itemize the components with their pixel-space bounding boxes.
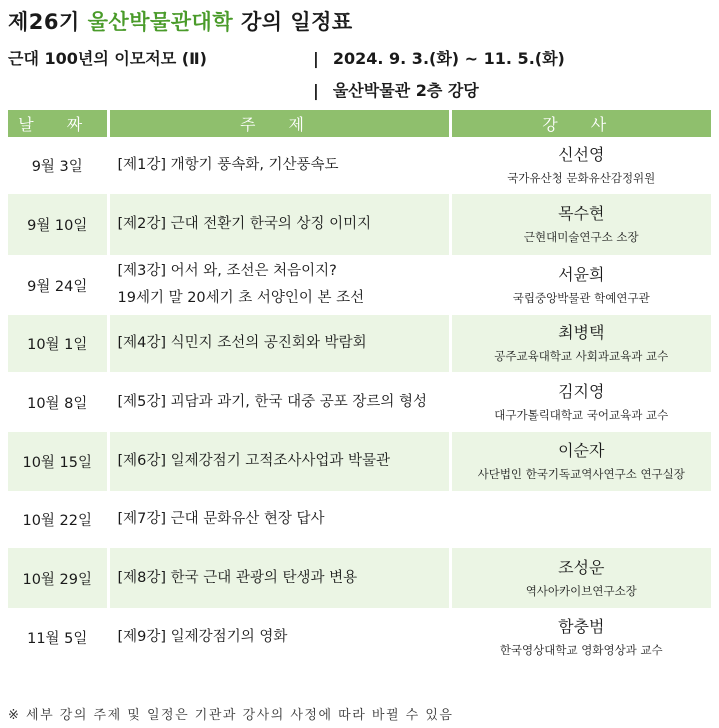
lecturer-name: 조성운 bbox=[558, 557, 605, 577]
lecturer-name: 서윤희 bbox=[558, 264, 605, 284]
title-suffix: 강의 일정표 bbox=[240, 10, 353, 34]
lecturer-name: 이순자 bbox=[558, 441, 605, 460]
schedule-table bbox=[8, 110, 711, 666]
lecturer-cell bbox=[450, 255, 711, 315]
venue-text: 울산박물관 2층 강당 bbox=[332, 81, 479, 100]
footer-note: ※ 세부 강의 주제 및 일정은 기관과 강사의 사정에 따라 바뀔 수 있음 bbox=[8, 708, 454, 723]
lecturer-name: 신선영 bbox=[558, 145, 605, 164]
date-cell: 10월 8일 bbox=[8, 372, 108, 432]
table-row bbox=[8, 194, 711, 255]
topic-cell bbox=[108, 491, 450, 548]
table-row bbox=[8, 432, 711, 491]
table-header-row bbox=[8, 110, 711, 137]
lecturer-cell bbox=[450, 608, 711, 666]
title-accent: 울산박물관대학 bbox=[87, 10, 234, 34]
lecturer-affiliation: 한국영상대학교 영화영상과 교수 bbox=[499, 642, 663, 657]
table-row bbox=[8, 372, 711, 432]
topic-cell bbox=[108, 372, 450, 432]
topic-line: [제6강] 일제강점기 고적조사사업과 박물관 bbox=[117, 453, 390, 469]
lecturer-affiliation: 국가유산청 문화유산감정위원 bbox=[507, 171, 656, 185]
topic-cell bbox=[108, 315, 450, 372]
lecturer-cell bbox=[450, 372, 711, 432]
lecturer-cell bbox=[450, 137, 711, 194]
lecturer-affiliation: 사단법인 한국기독교역사연구소 연구실장 bbox=[477, 467, 685, 481]
column-header-lecturer: 강 사 bbox=[450, 110, 711, 137]
table-row bbox=[8, 315, 711, 372]
date-cell: 10월 29일 bbox=[8, 548, 108, 608]
topic-line: [제4강] 식민지 조선의 공진회와 박람회 bbox=[117, 335, 367, 351]
topic-line: [제7강] 근대 문화유산 현장 답사 bbox=[117, 511, 325, 527]
date-cell: 10월 1일 bbox=[8, 315, 108, 372]
column-header-topic: 주 제 bbox=[108, 110, 450, 137]
lecturer-cell bbox=[450, 548, 711, 608]
lecture-venue bbox=[313, 78, 479, 101]
lecturer-affiliation: 공주교육대학교 사회과교육과 교수 bbox=[494, 349, 669, 363]
column-header-date: 날 짜 bbox=[8, 110, 108, 137]
topic-cell bbox=[108, 432, 450, 491]
topic-line: [제9강] 일제강점기의 영화 bbox=[117, 628, 288, 645]
date-cell: 10월 15일 bbox=[8, 432, 108, 491]
date-cell: 10월 22일 bbox=[8, 491, 108, 548]
separator: | bbox=[313, 49, 319, 68]
date-cell: 9월 10일 bbox=[8, 194, 108, 255]
topic-line: [제5강] 괴담과 과기, 한국 대중 공포 장르의 형성 bbox=[117, 393, 428, 410]
topic-line: 19세기 말 20세기 초 서양인이 본 조선 bbox=[117, 290, 365, 306]
lecturer-affiliation: 역사아카이브연구소장 bbox=[525, 583, 637, 598]
date-cell: 11월 5일 bbox=[8, 608, 108, 666]
lecturer-cell bbox=[450, 194, 711, 255]
period-text: 2024. 9. 3.(화) ~ 11. 5.(화) bbox=[332, 49, 565, 68]
lecture-period bbox=[313, 46, 565, 69]
table-row bbox=[8, 137, 711, 194]
lecturer-cell bbox=[450, 432, 711, 491]
topic-line: [제3강] 어서 와, 조선은 처음이지? bbox=[117, 263, 337, 279]
table-row bbox=[8, 255, 711, 315]
title-prefix: 제26기 bbox=[8, 10, 80, 34]
lecturer-cell bbox=[450, 491, 711, 548]
date-cell: 9월 24일 bbox=[8, 255, 108, 315]
table-row bbox=[8, 548, 711, 608]
topic-cell bbox=[108, 548, 450, 608]
topic-cell bbox=[108, 194, 450, 255]
lecture-series-subtitle: 근대 100년의 이모저모 (Ⅱ) bbox=[8, 49, 207, 68]
table-row bbox=[8, 608, 711, 666]
lecturer-name: 김지영 bbox=[558, 381, 605, 401]
lecturer-name: 함충범 bbox=[558, 616, 605, 636]
lecturer-name: 목수현 bbox=[558, 204, 605, 223]
lecturer-cell bbox=[450, 315, 711, 372]
topic-line: [제2강] 근대 전환기 한국의 상징 이미지 bbox=[117, 216, 372, 232]
topic-line: [제8강] 한국 근대 관광의 탄생과 변용 bbox=[117, 569, 358, 586]
table-row bbox=[8, 491, 711, 548]
lecturer-name: 최병택 bbox=[558, 323, 605, 342]
topic-cell bbox=[108, 137, 450, 194]
lecturer-affiliation: 국립중앙박물관 학예연구관 bbox=[512, 290, 650, 305]
page-title bbox=[8, 6, 353, 36]
separator: | bbox=[313, 81, 319, 100]
topic-cell bbox=[108, 255, 450, 315]
lecturer-affiliation: 대구가톨릭대학교 국어교육과 교수 bbox=[494, 407, 669, 422]
topic-cell bbox=[108, 608, 450, 666]
lecturer-affiliation: 근현대미술연구소 소장 bbox=[523, 230, 639, 244]
topic-line: [제1강] 개항기 풍속화, 기산풍속도 bbox=[117, 157, 339, 173]
date-cell: 9월 3일 bbox=[8, 137, 108, 194]
